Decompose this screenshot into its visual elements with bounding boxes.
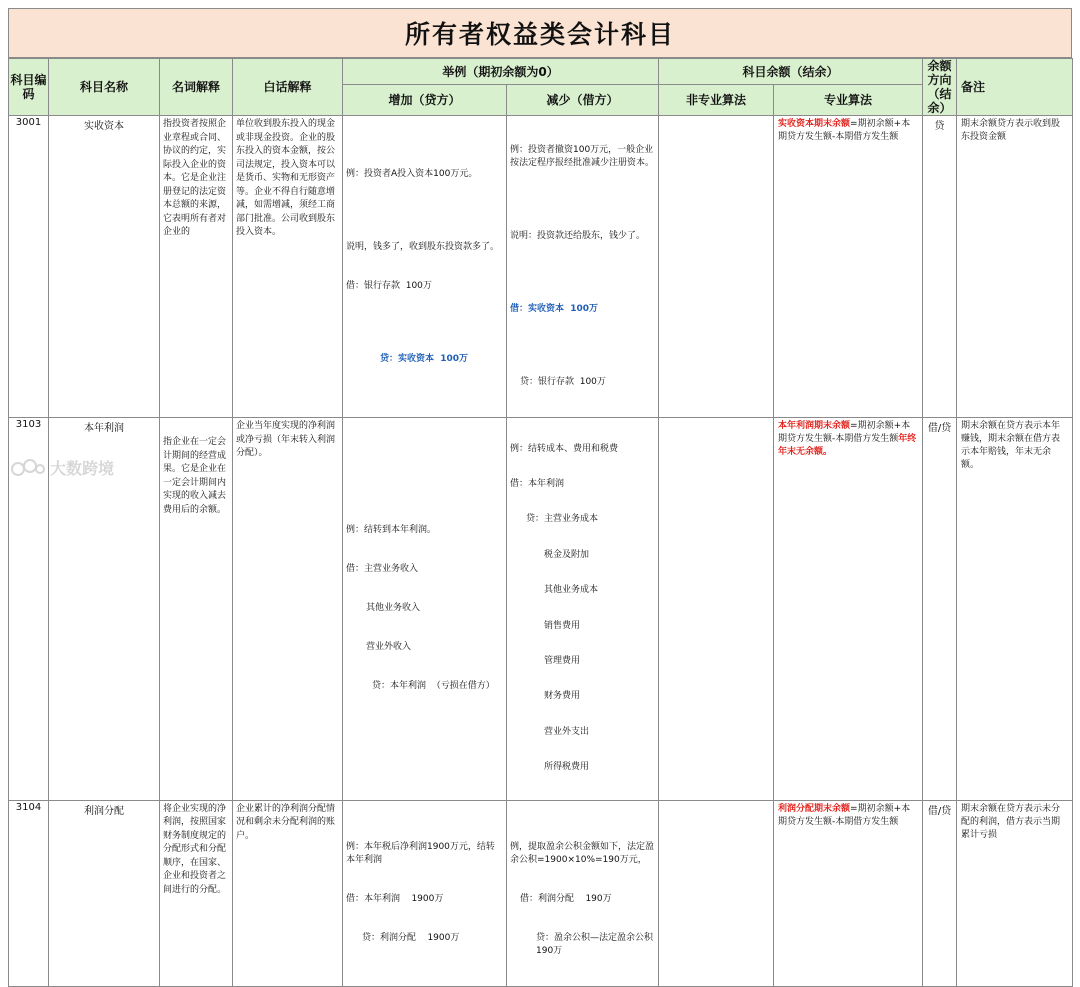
ex-line: 营业外支出 <box>544 726 590 737</box>
formula-tail: 年终年末无余额。 <box>778 434 917 457</box>
header-term[interactable]: 名词解释 <box>160 59 233 116</box>
ex-line: 借：主营业务收入 <box>346 564 419 575</box>
ex-line: 销售费用 <box>544 620 581 631</box>
cell-name[interactable]: 本年利润 <box>49 418 160 801</box>
cell-plain[interactable]: 企业当年度实现的净利润或净亏损（年末转入利润分配）。 <box>233 418 343 801</box>
cell-decrease[interactable] <box>507 800 665 986</box>
header-pro[interactable]: 专业算法 <box>774 85 923 116</box>
cell-plain[interactable]: 单位收到股东投入的现金或非现金投资。企业的股东投入的资本金额，按公司法规定，投入资本可以是货币、实物和无形资产等。企业不得自行随意增减，如需增减，须经工商部门批准。公司收到股东投入资本。 <box>233 116 343 418</box>
header-decrease[interactable]: 减少（借方） <box>507 85 659 116</box>
sheet-title: 所有者权益类会计科目 <box>8 8 1072 58</box>
ex-line: 贷：主营业务成本 <box>526 514 599 525</box>
cell-nonpro[interactable] <box>659 800 774 986</box>
cell-nonpro[interactable] <box>659 116 774 418</box>
logo-icon <box>10 457 46 479</box>
table-row <box>9 800 1073 986</box>
header-balance[interactable]: 科目余额（结余） <box>659 59 923 85</box>
cell-remark[interactable]: 期末余额在贷方表示本年赚钱，期末余额在借方表示本年赔钱，年末无余额。 <box>957 418 1073 801</box>
cell-remark[interactable]: 期末余额贷方表示收到股东投资金额 <box>957 116 1073 418</box>
cell-code[interactable]: 3001 <box>9 116 49 418</box>
ex-line: 借：利润分配 190万 <box>520 893 612 904</box>
accounts-table <box>8 58 1073 987</box>
cell-name[interactable]: 利润分配 <box>49 800 160 986</box>
ex-line: 其他业务成本 <box>544 585 599 596</box>
cell-decrease[interactable] <box>507 418 659 801</box>
formula-rest: =期初余额+本期贷方发生额-本期借方发生额 <box>778 119 911 142</box>
header-name[interactable]: 科目名称 <box>49 59 160 116</box>
cell-increase[interactable] <box>343 116 507 418</box>
ex-line: 贷：利润分配 1900万 <box>362 933 460 943</box>
table-row <box>9 116 1073 418</box>
ex-line: 税金及附加 <box>544 549 590 560</box>
header-code[interactable]: 科目编码 <box>9 59 49 116</box>
cell-nonpro[interactable] <box>659 418 774 801</box>
ex-line: 贷：银行存款 100万 <box>520 377 606 387</box>
cell-increase[interactable] <box>343 800 507 986</box>
ex-line: 财务费用 <box>544 691 581 702</box>
ex-line: 例：结转到本年利润。 <box>346 525 437 536</box>
formula-key: 利润分配期末余额 <box>778 803 851 814</box>
ex-line: 管理费用 <box>544 655 581 666</box>
ex-line: 贷：盈余公积—法定盈余公积 190万 <box>536 932 665 956</box>
header-increase[interactable]: 增加（贷方） <box>343 85 507 116</box>
header-example[interactable]: 举例（期初余额为0） <box>343 59 659 85</box>
cell-direction[interactable]: 借/贷 <box>923 800 957 986</box>
formula-rest: =期初余额+本期贷方发生额-本期借方发生额 <box>778 421 911 444</box>
cell-term[interactable]: 指投资者按照企业章程或合同、协议的约定，实际投入企业的资本。它是企业注册登记的法定资本总额的来源，它表明所有者对企业的 <box>160 116 233 418</box>
formula-rest: =期初余额+本期贷方发生额-本期借方发生额 <box>778 803 911 827</box>
ex-line: 贷：本年利润 （亏损在借方） <box>372 681 495 692</box>
ex-line: 说明，钱多了，收到股东投资款多了。 <box>346 241 500 252</box>
cell-remark[interactable]: 期末余额在贷方表示未分配的利润，借方表示当期累计亏损 <box>957 800 1073 986</box>
cell-formula[interactable] <box>774 418 923 801</box>
header-nonpro[interactable]: 非专业算法 <box>659 85 774 116</box>
cell-decrease[interactable] <box>507 116 659 418</box>
table-row <box>9 418 1073 801</box>
watermark-text: 大数跨境 <box>50 459 115 478</box>
ex-line: 说明：投资款还给股东，钱少了。 <box>510 231 646 241</box>
header-direction[interactable]: 余额方向（结余） <box>923 59 957 116</box>
cell-increase[interactable] <box>343 418 507 801</box>
formula-key: 实收资本期末余额 <box>778 119 851 129</box>
cell-term[interactable]: 指企业在一定会计期间的经营成果。它是企业在一定会计期间内实现的收入减去费用后的余额。 <box>160 418 233 801</box>
ex-line: 例：结转成本、费用和税费 <box>510 443 619 454</box>
watermark <box>10 456 114 479</box>
cell-direction[interactable]: 贷 <box>923 116 957 418</box>
ex-line: 所得税费用 <box>544 762 590 773</box>
cell-term[interactable]: 将企业实现的净利润，按照国家财务制度规定的分配形式和分配顺序，在国家、企业和投资者之间进行的分配。 <box>160 800 233 986</box>
ex-line: 例：本年税后净利润1900万元，结转本年利润 <box>346 842 495 865</box>
cell-formula[interactable] <box>774 116 923 418</box>
ex-line: 例：投资者A投入资本100万元。 <box>346 168 478 179</box>
cell-code[interactable]: 3103 <box>9 418 49 801</box>
formula-key: 本年利润期末余额 <box>778 421 851 431</box>
ex-line-credit: 贷：实收资本 100万 <box>380 353 469 364</box>
header-remark[interactable]: 备注 <box>957 59 1073 116</box>
ex-line: 例：投资者撤资100万元，一般企业按法定程序报经批准减少注册资本。 <box>510 145 655 168</box>
ex-line-debit: 借：实收资本 100万 <box>510 304 599 314</box>
cell-plain[interactable]: 企业累计的净利润分配情况和剩余未分配利润的账户。 <box>233 800 343 986</box>
cell-code[interactable]: 3104 <box>9 800 49 986</box>
cell-name[interactable]: 实收资本 <box>49 116 160 418</box>
header-plain[interactable]: 白话解释 <box>233 59 343 116</box>
ex-line: 其他业务收入 <box>366 603 421 614</box>
cell-formula[interactable] <box>774 800 923 986</box>
ex-line: 借：本年利润 <box>510 478 565 489</box>
cell-direction[interactable]: 借/贷 <box>923 418 957 801</box>
ex-line: 借：银行存款 100万 <box>346 280 432 291</box>
ex-line: 例，提取盈余公积金额如下，法定盈余公积=1900×10%=190万元， <box>510 841 655 865</box>
ex-line: 营业外收入 <box>366 642 412 653</box>
ex-line: 借：本年利润 1900万 <box>346 894 444 904</box>
